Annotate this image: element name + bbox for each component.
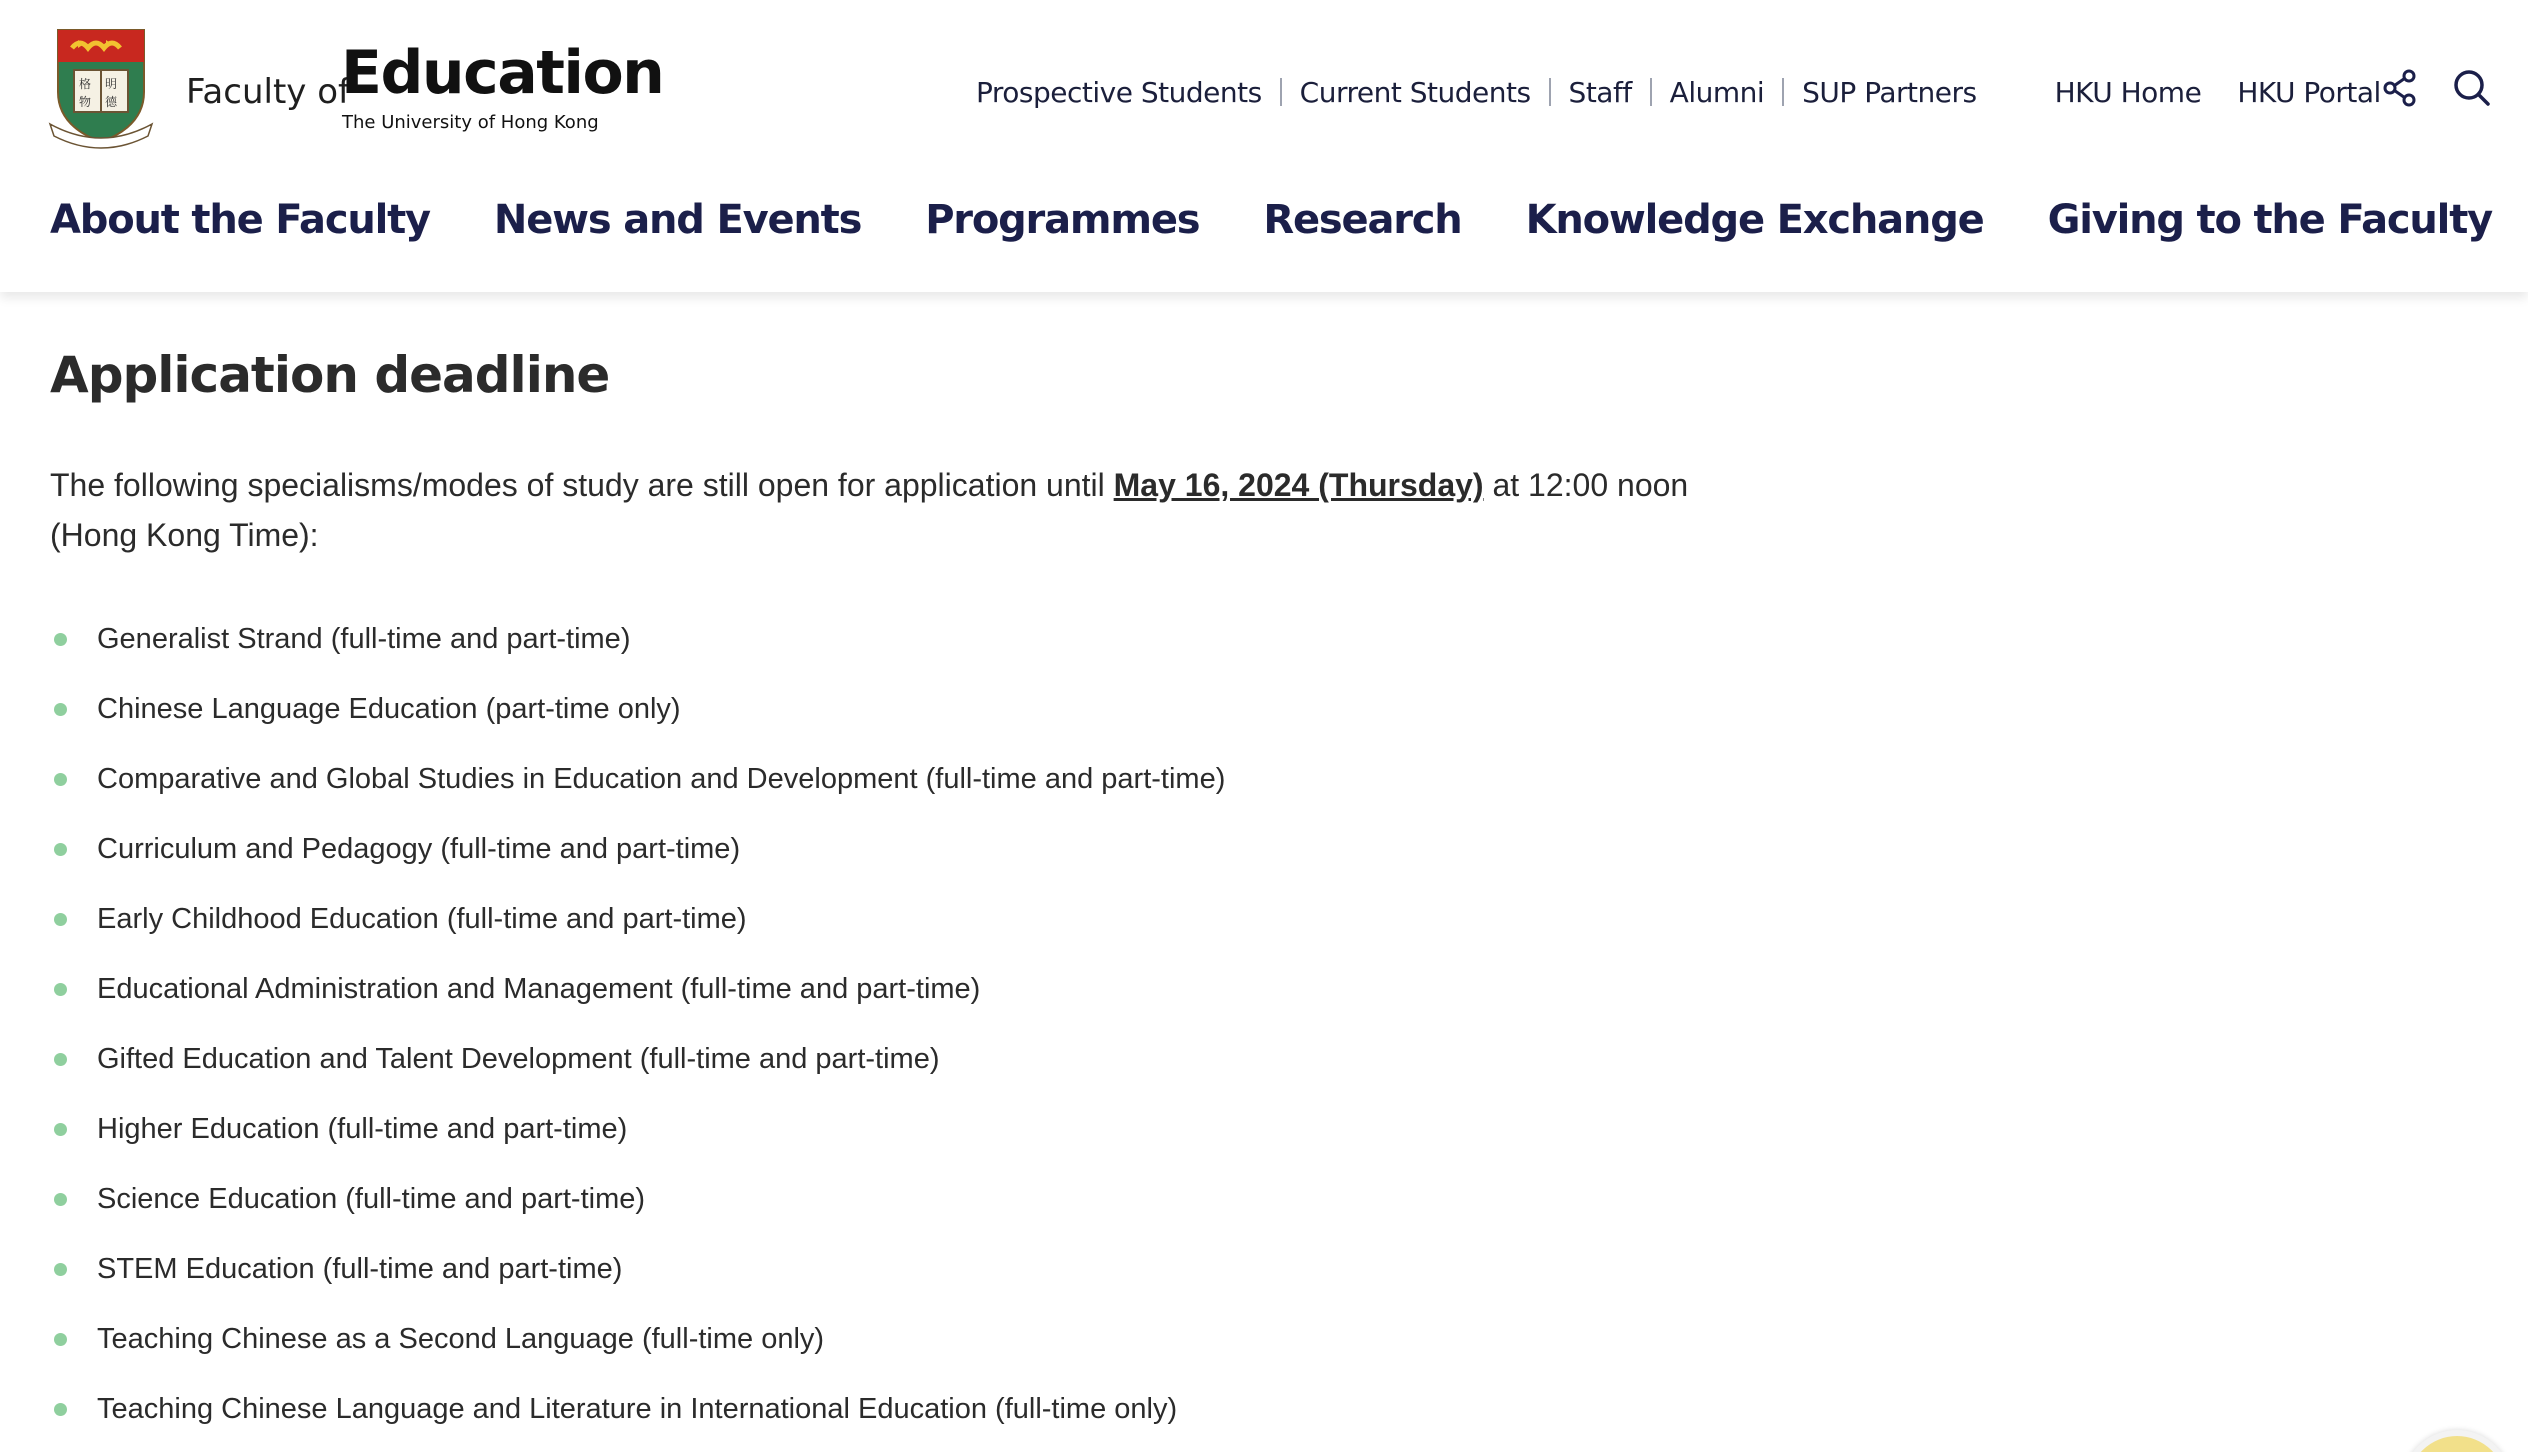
list-item (50, 1304, 1225, 1374)
list-item-label: Teaching Chinese Language and Literature in International Education (full-time only) (97, 1392, 1178, 1425)
svg-text:德: 德 (105, 95, 118, 109)
main-nav-knowledge-exchange[interactable]: Knowledge Exchange (1525, 197, 1984, 243)
main-nav-programmes[interactable]: Programmes (925, 197, 1200, 243)
site-header (0, 0, 2528, 292)
list-item (50, 674, 1225, 744)
list-item (50, 604, 1225, 674)
share-button[interactable] (2378, 66, 2422, 110)
list-item (50, 1374, 1225, 1444)
list-item-label: Chinese Language Education (part-time only) (97, 692, 681, 725)
main-nav-news-and-events[interactable]: News and Events (493, 197, 862, 243)
list-item (50, 1094, 1225, 1164)
list-item-label: Comparative and Global Studies in Education and Development (full-time and part-time) (97, 762, 1226, 795)
bullet-icon (54, 1263, 67, 1276)
list-item-label: STEM Education (full-time and part-time) (97, 1252, 623, 1285)
deadline-date-link[interactable]: May 16, 2024 (Thursday) (1113, 467, 1484, 503)
brand-faculty-of: Faculty of (186, 72, 350, 112)
list-item-label: Higher Education (full-time and part-time) (97, 1112, 628, 1145)
faculty-logo-link[interactable] (48, 26, 664, 150)
hku-crest-icon (48, 26, 154, 150)
brand-education: Education (341, 38, 664, 108)
bullet-icon (54, 1193, 67, 1206)
list-item-label: Early Childhood Education (full-time and part-time) (97, 902, 747, 935)
bullet-icon (54, 1333, 67, 1346)
main-nav-research[interactable]: Research (1263, 197, 1462, 243)
bullet-icon (54, 1123, 67, 1136)
list-item (50, 814, 1225, 884)
list-item (50, 1234, 1225, 1304)
list-item-label: Science Education (full-time and part-time) (97, 1182, 646, 1215)
svg-text:格: 格 (79, 77, 92, 91)
bullet-icon (54, 983, 67, 996)
bullet-icon (54, 913, 67, 926)
top-nav-alumni[interactable]: Alumni (1669, 75, 1765, 109)
list-item (50, 884, 1225, 954)
bullet-icon (54, 633, 67, 646)
top-nav-sup-partners[interactable]: SUP Partners (1802, 75, 1977, 109)
bullet-icon (54, 1403, 67, 1416)
svg-text:物: 物 (79, 95, 92, 109)
intro-text-after: at 12:00 noon (Hong Kong Time): (50, 467, 1689, 553)
main-nav-about-the-faculty[interactable]: About the Faculty (50, 197, 430, 243)
list-item-label: Curriculum and Pedagogy (full-time and part-time) (97, 832, 741, 865)
bullet-icon (54, 1053, 67, 1066)
brand-wordmark (186, 38, 664, 148)
specialisms-list (50, 604, 1225, 1444)
list-item-label: Gifted Education and Talent Development (full-time and part-time) (97, 1042, 940, 1075)
intro-paragraph (50, 460, 1750, 560)
hku-portal-link[interactable]: HKU Portal (2237, 75, 2381, 109)
search-button[interactable] (2450, 66, 2494, 110)
hku-home-link[interactable]: HKU Home (2054, 75, 2202, 109)
list-item (50, 954, 1225, 1024)
bullet-icon (54, 703, 67, 716)
list-item-label: Educational Administration and Management (full-time and part-time) (97, 972, 981, 1005)
list-item (50, 744, 1225, 814)
search-icon (2453, 69, 2491, 107)
share-icon (2382, 69, 2418, 107)
chat-widget-button[interactable] (2402, 1430, 2512, 1452)
list-item-label: Generalist Strand (full-time and part-time) (97, 622, 631, 655)
bullet-icon (54, 773, 67, 786)
main-nav (50, 190, 2528, 250)
top-nav-staff[interactable]: Staff (1568, 75, 1632, 109)
top-nav-current-students[interactable]: Current Students (1299, 75, 1531, 109)
main-nav-giving-to-the-faculty[interactable]: Giving to the Faculty (2047, 197, 2492, 243)
page-title: Application deadline (50, 346, 610, 404)
brand-university: The University of Hong Kong (342, 112, 599, 133)
list-item-label: Teaching Chinese as a Second Language (full-time only) (97, 1322, 825, 1355)
list-item (50, 1164, 1225, 1234)
list-item (50, 1024, 1225, 1094)
intro-text-before: The following specialisms/modes of study are still open for application until (50, 467, 1114, 503)
top-nav-prospective-students[interactable]: Prospective Students (976, 75, 1262, 109)
bullet-icon (54, 843, 67, 856)
top-utility-nav (976, 70, 2399, 114)
svg-text:明: 明 (105, 77, 118, 91)
